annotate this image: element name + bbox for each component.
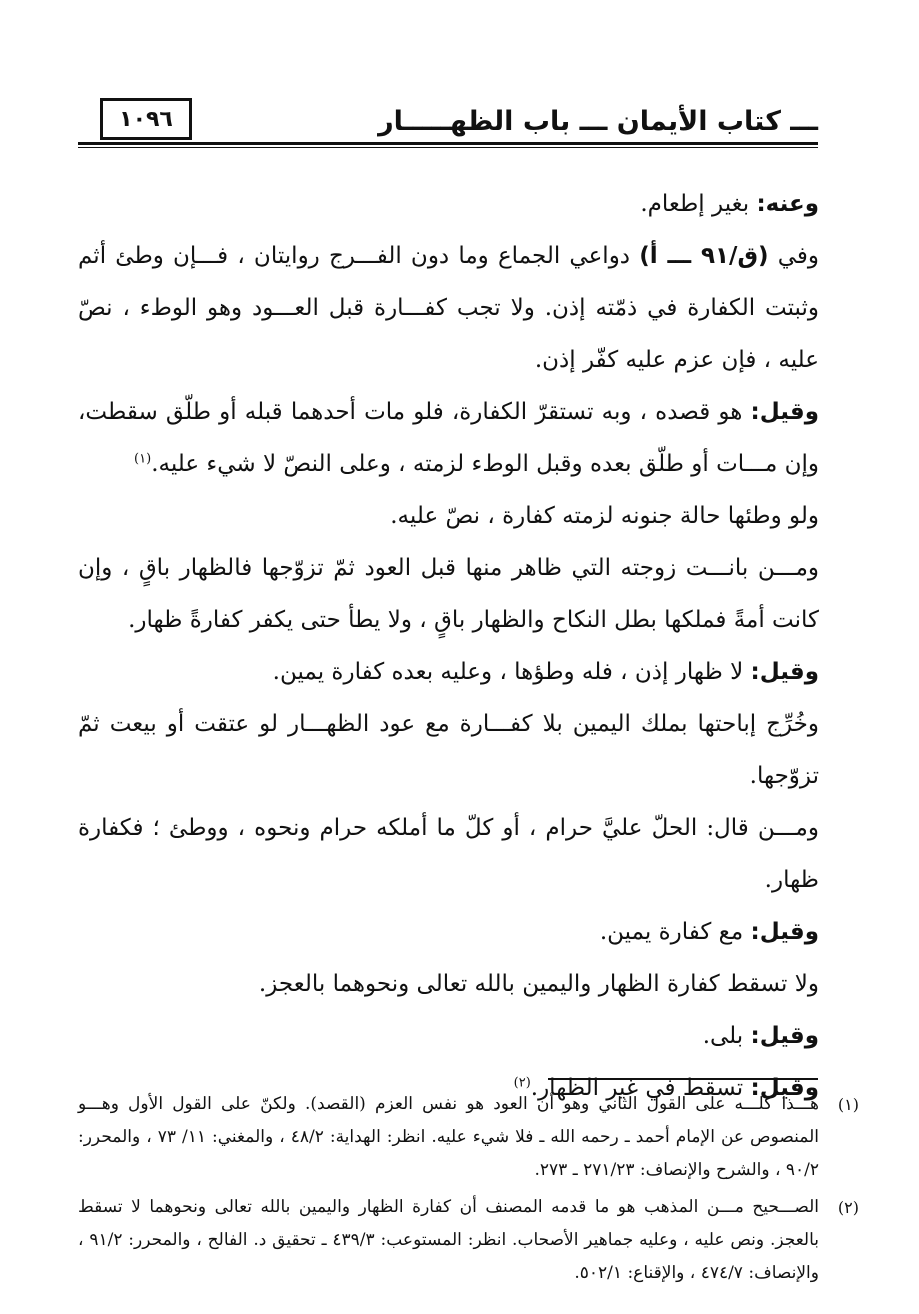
paragraph-text: ولو وطئها حالة جنونه لزمته كفارة ، نصّ عليه. [390, 503, 819, 529]
paragraph-text: مع كفارة يمين. [599, 919, 751, 945]
paragraph-lead: وقيل: [750, 399, 819, 425]
paragraph-text: تسقط في غير الظهار. [530, 1075, 751, 1101]
paragraph-1 [78, 178, 819, 230]
paragraph-lead: وقيل: [750, 1075, 819, 1101]
paragraph-text: لا ظهار إذن ، فله وطؤها ، وعليه بعده كفارة يمين. [272, 659, 751, 685]
page-number: ١٠٩٦ [100, 98, 192, 140]
footnote-separator [548, 1078, 818, 1080]
paragraph-text: هو قصده ، وبه تستقرّ الكفارة، فلو مات أحدهما قبله أو طلّق سقطت، وإن مـــات أو طلّق بعده وقبل الوطء لزمته ، وعلى النصّ لا شيء عليه. [78, 399, 819, 477]
footnote-text: هـــذا كلـــه على القول الثاني وهو أن العود هو نفس العزم (القصد). ولكنّ على القول الأول وهـــو المنصوص عن الإمام أحمد ـ رحمه الله ـ فلا شيء عليه. انظر: الهداية: ٤٨/٢ ، والمغني: ١١/ ٧٣ ، والمحرر: ٩٠/٢ ، والشرح والإنصاف: ٢٧١/٢٣ ـ ٢٧٣. [78, 1094, 819, 1180]
footnote-marker-1: (١) [134, 451, 152, 467]
paragraph-text: وخُرِّج إباحتها بملك اليمين بلا كفـــارة مع عود الظهـــار لو عتقت أو بيعت ثمّ تزوّجها. [78, 711, 819, 789]
footnote-number: (١) [837, 1095, 859, 1114]
paragraph-text-pre: وفي [768, 243, 819, 269]
paragraph-lead: وقيل: [750, 1023, 819, 1049]
paragraph-text: دواعي الجماع وما دون الفـــرج روايتان ، فـــإن وطئ أثم وثبتت الكفارة في ذمّته إذن. ولا تجب كفـــارة قبل العـــود وهو الوطء ، نصّ عليه ، فإن عزم عليه كفّر إذن. [78, 243, 819, 373]
paragraph-lead: وقيل: [750, 659, 819, 685]
paragraph-text: ولا تسقط كفارة الظهار واليمين بالله تعالى ونحوهما بالعجز. [258, 971, 819, 997]
paragraph-8 [78, 802, 819, 906]
footnote-text: الصـــحيح مـــن المذهب هو ما قدمه المصنف أن كفارة الظهار واليمين بالله تعالى ونحوهما لا تسقط بالعجز. ونص عليه ، وعليه جماهير الأصحاب. انظر: المستوعب: ٤٣٩/٣ ـ تحقيق د. الفالح ، والمحرر: ٩١/٢ ، والإنصاف: ٤٧٤/٧ ، والإقناع: ٥٠٢/١. [78, 1197, 819, 1283]
paragraph-7 [78, 698, 819, 802]
paragraph-4 [78, 490, 819, 542]
paragraph-11 [78, 1010, 819, 1062]
manuscript-reference: (ق/٩١ ـــ أ) [639, 243, 769, 269]
footnote-1 [78, 1088, 859, 1187]
paragraph-text: ومـــن قال: الحلّ عليَّ حرام ، أو كلّ ما أملكه حرام ونحوه ، ووطئ ؛ فكفارة ظهار. [78, 815, 819, 893]
main-text [78, 178, 819, 1114]
paragraph-10 [78, 958, 819, 1010]
paragraph-lead: وعنه: [756, 191, 819, 217]
paragraph-lead: وقيل: [750, 919, 819, 945]
paragraph-text: بلى. [702, 1023, 751, 1049]
paragraph-2 [78, 230, 819, 386]
footnote-marker-2: (٢) [513, 1075, 531, 1091]
footnotes [78, 1088, 859, 1294]
running-header [78, 98, 818, 150]
footnote-2 [78, 1191, 859, 1290]
paragraph-3 [78, 386, 819, 490]
header-rule-thin [78, 147, 818, 148]
header-rule-thick [78, 142, 818, 145]
footnote-number: (٢) [837, 1198, 859, 1217]
paragraph-9 [78, 906, 819, 958]
paragraph-text: ومـــن بانـــت زوجته التي ظاهر منها قبل العود ثمّ تزوّجها فالظهار باقٍ ، وإن كانت أمةً فملكها بطل النكاح والظهار باقٍ ، ولا يطأ حتى يكفر كفارةً ظهار. [78, 555, 819, 633]
paragraph-5 [78, 542, 819, 646]
chapter-title: ـــ كتاب الأيمان ـــ باب الظهـــــار [370, 102, 818, 142]
paragraph-text: بغير إطعام. [640, 191, 757, 217]
paragraph-6 [78, 646, 819, 698]
